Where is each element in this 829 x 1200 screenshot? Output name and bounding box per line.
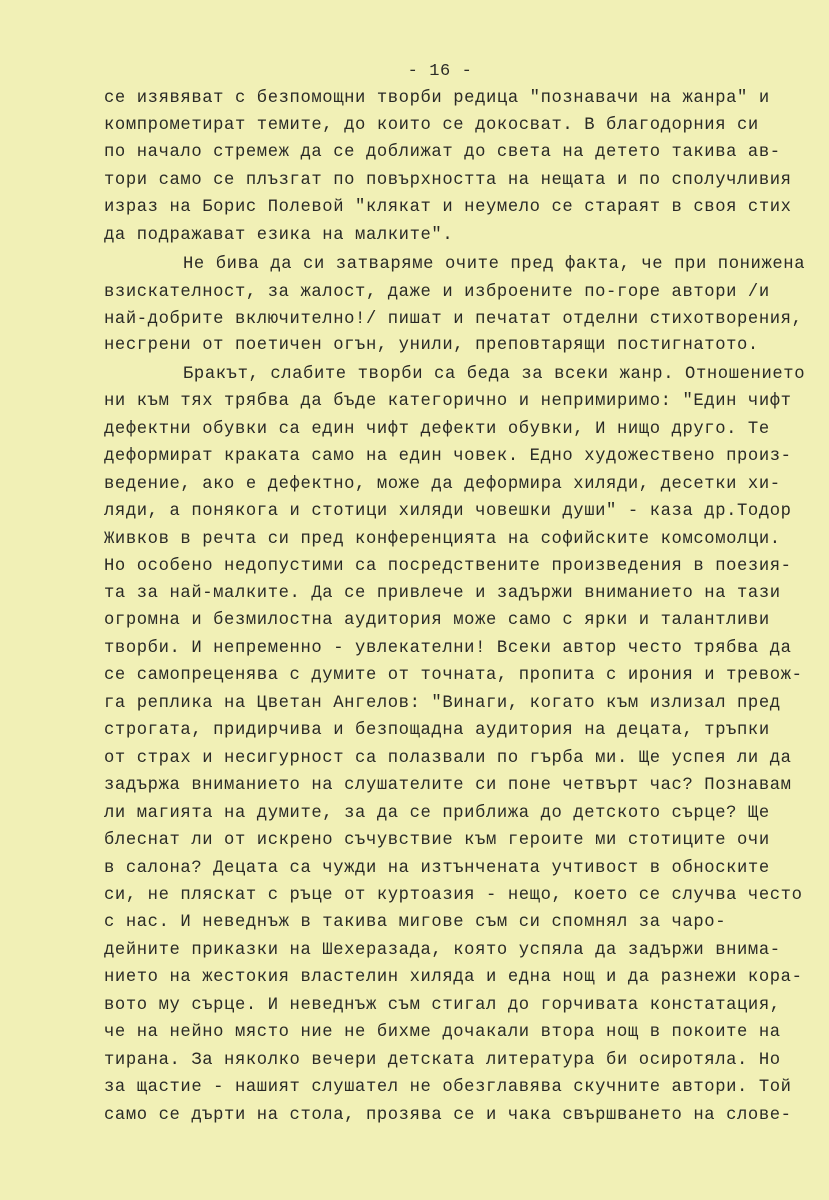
text-line: дефектни обувки са един чифт дефекти обувки, И нищо друго. Те: [104, 420, 770, 439]
text-line: в салона? Децата са чужди на изтънчената учтивост в обноските: [104, 859, 770, 878]
text-line: от страх и несигурност са полазвали по гърба ми. Ще успея ли да: [104, 749, 792, 768]
text-line: ляди, а понякога и стотици хиляди човешки души" - каза др.Тодор: [104, 502, 792, 521]
text-line: тирана. За няколко вечери детската литература би осиротяла. Но: [104, 1051, 781, 1070]
text-line: Живков в речта си пред конференцията на софийските комсомолци.: [104, 530, 781, 549]
text-line: га реплика на Цветан Ангелов: "Винаги, когато към излизал пред: [104, 694, 781, 713]
paragraph-start-line: Не бива да си затваряме очите пред факта, че при понижена: [183, 255, 806, 274]
text-line: задържа вниманието на слушателите си поне четвърт час? Познавам: [104, 776, 792, 795]
text-line: вото му сърце. И неведнъж съм стигал до горчивата констатация,: [104, 996, 781, 1015]
text-line: ни към тях трябва да бъде категорично и непримиримо: "Един чифт: [104, 392, 792, 411]
text-line: ведение, ако е дефектно, може да деформира хиляди, десетки хи-: [104, 475, 781, 494]
text-line: огромна и безмилостна аудитория може само с ярки и талантливи: [104, 611, 770, 630]
text-line: та за най-малките. Да се привлече и задържи вниманието на тази: [104, 584, 781, 603]
text-line: с нас. И неведнъж в такива мигове съм си спомнял за чаро-: [104, 913, 727, 932]
text-line: ли магията на думите, за да се приближа до детското сърце? Ще: [104, 804, 770, 823]
text-line: се изявяват с безпомощни творби редица "познавачи на жанра" и: [104, 89, 770, 108]
text-line: само се дърти на стола, прозява се и чака свършването на слове-: [104, 1106, 792, 1125]
text-line: несгрени от поетичен огън, унили, преповтарящи постигнатото.: [104, 336, 759, 355]
text-line: деформират краката само на един човек. Едно художествено произ-: [104, 447, 792, 466]
text-line: най-добрите включително!/ пишат и печатат отделни стихотворения,: [104, 310, 803, 329]
text-line: си, не пляскат с ръце от куртоазия - нещо, което се случва често: [104, 886, 803, 905]
text-line: тори само се плъзгат по повърхността на нещата и по сполучливия: [104, 171, 792, 190]
text-line: да подражават езика на малките".: [104, 226, 454, 245]
text-line: дейните приказки на Шехеразада, която успяла да задържи внима-: [104, 941, 781, 960]
text-line: по начало стремеж да се доближат до света на детето такива ав-: [104, 143, 781, 162]
text-line: компрометират темите, до които се докосват. В благодорния си: [104, 116, 759, 135]
paragraph-start-line: Бракът, слабите творби са беда за всеки жанр. Отношението: [183, 365, 806, 384]
page-number: - 16 -: [407, 62, 473, 81]
text-line: за щастие - нашият слушател не обезглавява скучните автори. Той: [104, 1078, 792, 1097]
text-line: блеснат ли от искрено съчувствие към героите ми стотиците очи: [104, 831, 770, 850]
text-line: израз на Борис Полевой "клякат и неумело се стараят в своя стих: [104, 198, 792, 217]
text-line: строгата, придирчива и безпощадна аудитория на децата, тръпки: [104, 721, 770, 740]
text-line: Но особено недопустими са посредствените произведения в поезия-: [104, 557, 792, 576]
text-line: творби. И непременно - увлекателни! Всеки автор често трябва да: [104, 639, 792, 658]
text-line: че на нейно място ние не бихме дочакали втора нощ в покоите на: [104, 1023, 781, 1042]
text-line: се самопреценява с думите от точната, пропита с ирония и тревож-: [104, 666, 803, 685]
text-line: нието на жестокия властелин хиляда и една нощ и да разнежи кора-: [104, 968, 803, 987]
text-line: взискателност, за жалост, даже и изброените по-горе автори /и: [104, 283, 770, 302]
